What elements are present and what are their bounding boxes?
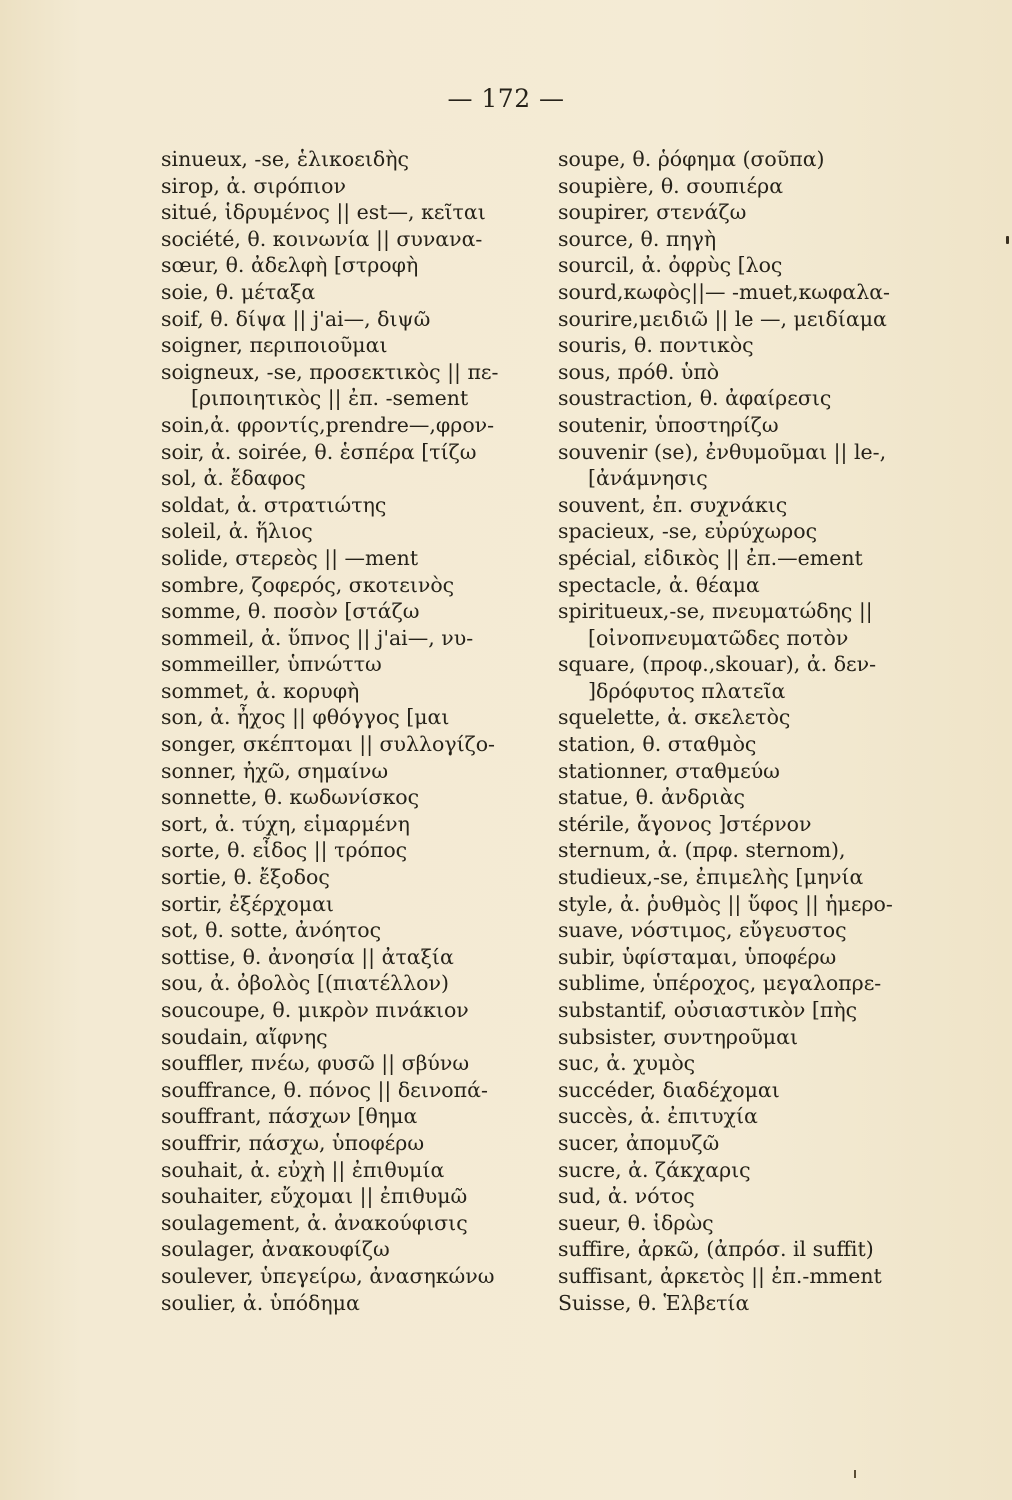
dictionary-entry: sous, πρόθ. ὑπὸ [558,359,720,384]
dictionary-entry: sternum, ἀ. (πρφ. sternom), [558,838,846,863]
dictionary-entry: songer, σκέπτομαι || συλλογίζο- [161,732,495,757]
dictionary-entry: sonnette, θ. κωδωνίσκος [161,785,420,810]
dictionary-entry: sinueux, -se, ἑλικοειδὴς [161,147,409,171]
dictionary-entry: sommeil, ἀ. ὕπνος || j'ai—, νυ- [161,625,474,650]
dictionary-entry: sourd,κωφὸς||— -muet,κωφαλα- [558,279,890,304]
dictionary-entry: sœur, θ. ἀδελφὴ [στροφὴ [161,253,419,278]
dictionary-entry: sublime, ὑπέροχος, μεγαλοπρε- [558,971,882,996]
dictionary-entry: sommeiller, ὑπνώττω [161,652,382,677]
margin-mark [1006,236,1009,244]
dictionary-entry: substantif, οὐσιαστικὸν [πὴς [558,998,858,1022]
dictionary-entry: soigner, περιποιοῦμαι [161,333,388,358]
dictionary-entry: soupe, θ. ῥόφημα (σοῦπα) [558,147,825,171]
dictionary-entry: soucoupe, θ. μικρὸν πινάκιον [161,998,469,1022]
dictionary-entry: stationner, σταθμεύω [558,758,780,783]
dictionary-entry: sortir, ἐξέρχομαι [161,891,334,916]
dictionary-entry: soigneux, -se, προσεκτικὸς || πε- [161,359,499,384]
dictionary-entry: soulier, ἀ. ὑπόδημα [161,1290,360,1315]
dictionary-entry: sol, ἀ. ἔδαφος [161,466,306,491]
dictionary-entry: spécial, εἰδικὸς || ἐπ.—ement [558,545,863,570]
dictionary-entry: station, θ. σταθμὸς [558,732,757,757]
dictionary-entry: style, ἀ. ῥυθμὸς || ὕφος || ἡμερο- [558,891,893,916]
dictionary-entry: spectacle, ἀ. θέαμα [558,572,760,597]
dictionary-entry: sucer, ἀπομυζῶ [558,1130,720,1155]
dictionary-entry: souvent, ἐπ. συχνάκις [558,492,788,517]
dictionary-entry-continuation: [ἀνάμνησις [588,466,708,491]
dictionary-entry: soupière, θ. σουπιέρα [558,173,784,198]
dictionary-entry: soulagement, ἀ. ἀνακούφισις [161,1210,468,1235]
dictionary-entry: source, θ. πηγὴ [558,226,717,251]
dictionary-entry: sottise, θ. ἀνοησία || ἀταξία [161,944,454,969]
dictionary-entry: soutenir, ὑποστηρίζω [558,412,779,437]
dictionary-entry: sou, ἀ. ὀβολὸς [(πιατέλλον) [161,971,449,996]
dictionary-entry: souvenir (se), ἐνθυμοῦμαι || le-, [558,439,887,464]
dictionary-entry-continuation: [ριποιητικὸς || ἐπ. -sement [191,386,469,411]
right-column [558,146,948,1316]
dictionary-entry: soulager, ἀνακουφίζω [161,1237,390,1262]
dictionary-entry: souffrant, πάσχων [θημα [161,1104,418,1129]
dictionary-entry: square, (προφ.,skouar), ἀ. δεν- [558,652,877,677]
page-number: — 172 — [447,84,565,113]
dictionary-entry: société, θ. κοινωνία || συνανα- [161,226,483,251]
dictionary-entry: soie, θ. μέταξα [161,279,316,304]
dictionary-entry: soleil, ἀ. ἥλιος [161,519,313,544]
dictionary-entry: soustraction, θ. ἀφαίρεσις [558,386,832,411]
dictionary-entry: soldat, ἀ. στρατιώτης [161,492,387,517]
dictionary-entry: soulever, ὑπεγείρω, ἀνασηκώνω [161,1263,495,1288]
dictionary-entry: sucre, ἀ. ζάκχαρις [558,1157,751,1182]
dictionary-entry: studieux,-se, ἐπιμελὴς [μηνία [558,865,864,890]
dictionary-entry: subir, ὑφίσταμαι, ὑποφέρω [558,944,837,969]
dictionary-entry: sourire,μειδιῶ || le —, μειδίαμα [558,306,887,331]
dictionary-entry: suave, νόστιμος, εὔγευστος [558,918,847,943]
dictionary-entry: sueur, θ. ἱδρὼς [558,1210,714,1235]
dictionary-entry: souffrir, πάσχω, ὑποφέρω [161,1130,425,1155]
dictionary-entry: sot, θ. sotte, ἀνόητος [161,918,382,943]
dictionary-entry: soudain, αἴφνης [161,1024,328,1049]
dictionary-entry-continuation: [οἰνοπνευματῶδες ποτὸν [588,625,849,650]
dictionary-entry: souhait, ἀ. εὐχὴ || ἐπιθυμία [161,1157,445,1182]
paper-speck [854,1470,856,1478]
dictionary-entry: souhaiter, εὔχομαι || ἐπιθυμῶ [161,1184,468,1209]
dictionary-entry: son, ἀ. ἦχος || φθόγγος [μαι [161,705,450,730]
dictionary-entry: soupirer, στενάζω [558,200,747,225]
dictionary-entry: sonner, ἠχῶ, σημαίνω [161,758,389,783]
dictionary-entry: soin,ἀ. φροντίς,prendre—,φρον- [161,412,495,437]
dictionary-entry: situé, ἱδρυμένος || est—, κεῖται [161,200,486,225]
dictionary-entry: somme, θ. ποσὸν [στάζω [161,599,420,624]
dictionary-entry: sombre, ζοφερός, σκοτεινὸς [161,572,455,597]
dictionary-entry: suc, ἀ. χυμὸς [558,1051,696,1076]
dictionary-entry: stérile, ἄγονος ]στέρνον [558,811,812,836]
dictionary-entry: suffire, ἀρκῶ, (ἀπρόσ. il suffit) [558,1237,874,1262]
dictionary-entry: soif, θ. δίψα || j'ai—, διψῶ [161,306,431,331]
dictionary-entry: souffrance, θ. πόνος || δεινοπά- [161,1077,488,1102]
dictionary-entry: sort, ἀ. τύχη, εἱμαρμένη [161,811,410,836]
dictionary-entry: succéder, διαδέχομαι [558,1077,780,1102]
dictionary-entry: succès, ἀ. ἐπιτυχία [558,1104,758,1129]
dictionary-entry: sud, ἀ. νότος [558,1184,695,1209]
dictionary-entry: sommet, ἀ. κορυφὴ [161,678,360,703]
dictionary-entry: sirop, ἀ. σιρόπιον [161,173,346,198]
dictionary-entry: squelette, ἀ. σκελετὸς [558,705,791,730]
dictionary-entry: spacieux, -se, εὐρύχωρος [558,519,818,544]
dictionary-entry: sourcil, ἀ. ὀφρὺς [λος [558,253,783,278]
dictionary-entry: souffler, πνέω, φυσῶ || σβύνω [161,1051,470,1076]
dictionary-entry-continuation: ]δρόφυτος πλατεῖα [588,678,786,703]
dictionary-entry: suffisant, ἀρκετὸς || ἐπ.-mment [558,1263,882,1288]
dictionary-entry: Suisse, θ. Ἑλβετία [558,1290,750,1315]
dictionary-entry: subsister, συντηροῦμαι [558,1024,798,1049]
dictionary-entry: spiritueux,-se, πνευματώδης || [558,599,873,624]
dictionary-entry: sortie, θ. ἔξοδος [161,865,330,890]
dictionary-entry: souris, θ. ποντικὸς [558,333,754,358]
dictionary-entry: solide, στερεὸς || —ment [161,545,419,570]
dictionary-entry: statue, θ. ἀνδριὰς [558,785,746,810]
dictionary-entry: sorte, θ. εἶδος || τρόπος [161,838,408,863]
left-column [161,146,551,1316]
dictionary-entry: soir, ἀ. soirée, θ. ἑσπέρα [τίζω [161,439,477,464]
